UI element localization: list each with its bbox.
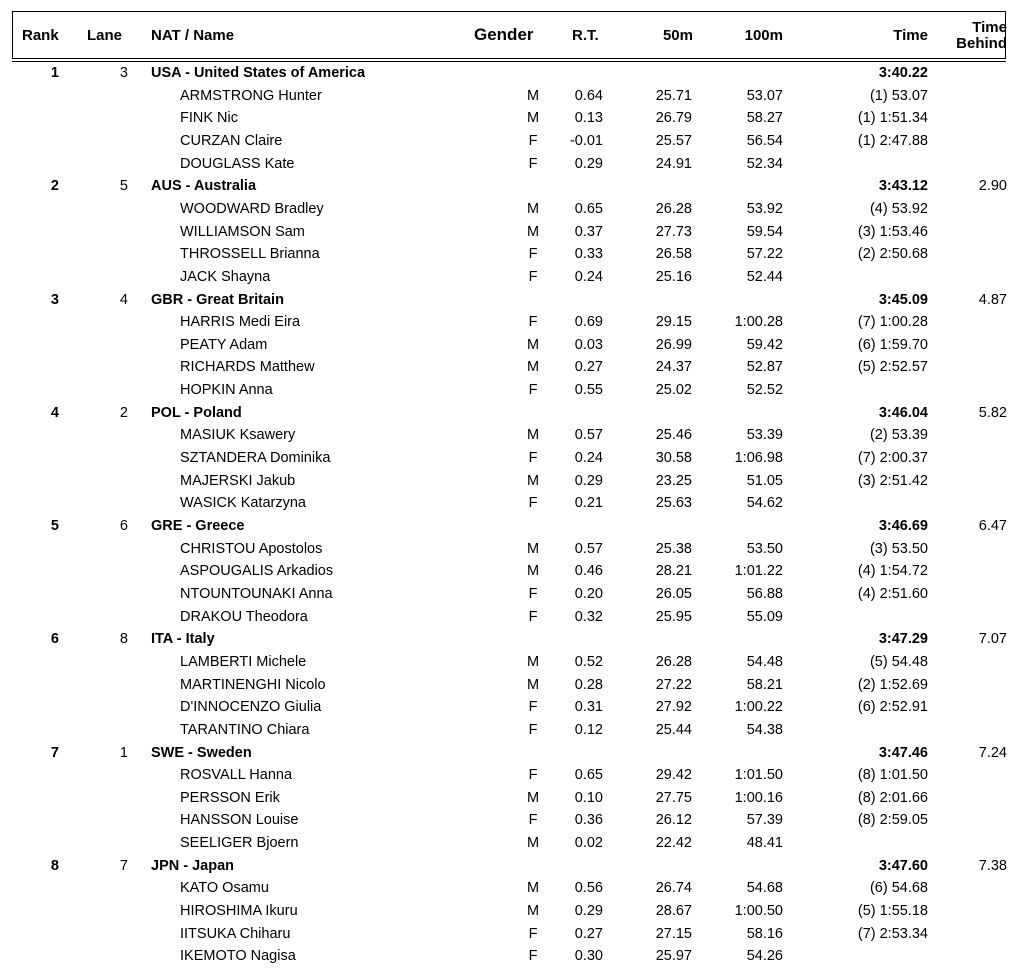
swimmer-split-100m: 1:00.16 — [734, 789, 783, 806]
swimmer-gender: F — [528, 450, 538, 467]
swimmer-split-100m: 53.50 — [746, 540, 783, 557]
swimmer-reaction-time: 0.29 — [574, 903, 603, 920]
swimmer-split-100m: 53.39 — [746, 427, 783, 444]
team-lane: 2 — [119, 404, 128, 421]
swimmer-split-100m: 1:00.22 — [734, 699, 783, 716]
swimmer-gender: F — [528, 948, 538, 965]
team-rank: 5 — [50, 518, 59, 534]
swimmer-cumulative-time: (7) 2:00.37 — [857, 450, 928, 467]
team-lane: 4 — [119, 291, 128, 308]
swimmer-split-100m: 1:01.22 — [734, 563, 783, 580]
swimmer-split-100m: 56.54 — [746, 132, 783, 149]
swimmer-cumulative-time: (6) 2:52.91 — [857, 699, 928, 716]
swimmer-split-100m: 52.87 — [746, 359, 783, 376]
swimmer-split-100m: 58.21 — [746, 676, 783, 693]
swimmer-split-100m: 1:00.28 — [734, 314, 783, 331]
swimmer-gender: F — [528, 585, 538, 602]
swimmer-name: MAJERSKI Jakub — [180, 472, 296, 489]
swimmer-split-50m: 27.22 — [655, 676, 692, 693]
swimmer-gender: M — [526, 472, 540, 489]
swimmer-reaction-time: 0.52 — [574, 653, 603, 670]
team-rank: 3 — [50, 291, 59, 308]
swimmer-gender: M — [526, 110, 540, 127]
swimmer-reaction-time: 0.46 — [574, 563, 603, 580]
swimmer-name: IKEMOTO Nagisa — [180, 948, 296, 965]
swimmer-name: ASPOUGALIS Arkadios — [180, 563, 334, 580]
swimmer-split-50m: 29.15 — [655, 314, 692, 331]
swimmer-split-50m: 26.99 — [655, 336, 692, 353]
team-time: 3:45.09 — [878, 291, 928, 308]
swimmer-cumulative-time: (3) 2:51.42 — [857, 472, 928, 489]
swimmer-gender: M — [526, 200, 540, 217]
swimmer-split-100m: 57.22 — [746, 246, 783, 263]
swimmer-split-50m: 25.44 — [655, 721, 692, 738]
swimmer-reaction-time: 0.13 — [574, 110, 603, 127]
swimmer-reaction-time: 0.32 — [574, 608, 603, 625]
swimmer-cumulative-time: (5) 54.48 — [869, 653, 928, 670]
swimmer-split-50m: 24.91 — [655, 155, 692, 172]
header-rank: Rank — [22, 27, 59, 44]
swimmer-gender: M — [526, 676, 540, 693]
team-time-behind: 2.90 — [978, 178, 1007, 195]
swimmer-gender: F — [528, 925, 538, 942]
swimmer-reaction-time: 0.65 — [574, 200, 603, 217]
swimmer-gender: F — [528, 382, 538, 399]
team-name: ITA - Italy — [151, 631, 215, 648]
swimmer-split-50m: 25.46 — [655, 427, 692, 444]
swimmer-split-50m: 26.28 — [655, 653, 692, 670]
swimmer-split-100m: 57.39 — [746, 812, 783, 829]
swimmer-cumulative-time: (3) 53.50 — [869, 540, 928, 557]
swimmer-split-100m: 1:00.50 — [734, 903, 783, 920]
swimmer-gender: M — [526, 427, 540, 444]
swimmer-cumulative-time: (8) 2:59.05 — [857, 812, 928, 829]
swimmer-split-100m: 58.27 — [746, 110, 783, 127]
header-time-behind-line2: Behind — [956, 35, 1007, 52]
swimmer-split-100m: 58.16 — [746, 925, 783, 942]
swimmer-reaction-time: 0.27 — [574, 925, 603, 942]
swimmer-name: SEELIGER Bjoern — [180, 835, 299, 852]
header-time: Time — [893, 27, 928, 44]
swimmer-name: CHRISTOU Apostolos — [180, 540, 323, 557]
swimmer-split-50m: 25.16 — [655, 268, 692, 285]
swimmer-reaction-time: 0.33 — [574, 246, 603, 263]
team-name: POL - Poland — [151, 404, 242, 421]
swimmer-gender: M — [526, 563, 540, 580]
team-lane: 1 — [119, 744, 128, 761]
team-time: 3:47.29 — [878, 631, 928, 648]
header-nat-name: NAT / Name — [151, 27, 235, 44]
swimmer-split-50m: 27.73 — [655, 223, 692, 240]
swimmer-reaction-time: 0.55 — [574, 382, 603, 399]
swimmer-name: MASIUK Ksawery — [180, 427, 296, 444]
swimmer-split-100m: 54.48 — [746, 653, 783, 670]
swimmer-reaction-time: 0.12 — [574, 721, 603, 738]
swimmer-gender: F — [528, 268, 538, 285]
swimmer-reaction-time: 0.24 — [574, 268, 603, 285]
swimmer-split-50m: 25.95 — [655, 608, 692, 625]
swimmer-gender: M — [526, 87, 540, 104]
swimmer-reaction-time: 0.02 — [574, 835, 603, 852]
swimmer-split-50m: 26.12 — [655, 812, 692, 829]
swimmer-name: HARRIS Medi Eira — [180, 314, 301, 331]
swimmer-cumulative-time: (6) 1:59.70 — [857, 336, 928, 353]
swimmer-cumulative-time: (6) 54.68 — [869, 880, 928, 897]
team-time: 3:47.60 — [878, 857, 928, 874]
swimmer-split-100m: 52.34 — [746, 155, 783, 172]
swimmer-cumulative-time: (4) 53.92 — [869, 200, 928, 217]
swimmer-reaction-time: 0.27 — [574, 359, 603, 376]
swimmer-reaction-time: 0.56 — [574, 880, 603, 897]
swimmer-split-50m: 25.38 — [655, 540, 692, 557]
swimmer-split-100m: 54.26 — [746, 948, 783, 965]
swimmer-split-50m: 24.37 — [655, 359, 692, 376]
swimmer-name: WASICK Katarzyna — [180, 495, 306, 512]
swimmer-name: MARTINENGHI Nicolo — [180, 676, 326, 693]
swimmer-split-100m: 59.54 — [746, 223, 783, 240]
team-lane: 7 — [119, 857, 128, 874]
swimmer-cumulative-time: (5) 2:52.57 — [857, 359, 928, 376]
swimmer-split-100m: 52.44 — [746, 268, 783, 285]
swimmer-name: TARANTINO Chiara — [180, 721, 310, 738]
team-lane: 3 — [119, 65, 128, 81]
swimmer-name: SZTANDERA Dominika — [180, 450, 331, 467]
header-100m: 100m — [744, 27, 783, 44]
swimmer-name: D'INNOCENZO Giulia — [180, 699, 322, 716]
swimmer-gender: F — [528, 495, 538, 512]
swimmer-reaction-time: 0.28 — [574, 676, 603, 693]
swimmer-reaction-time: 0.03 — [574, 336, 603, 353]
swimmer-split-100m: 54.38 — [746, 721, 783, 738]
swimmer-reaction-time: 0.36 — [574, 812, 603, 829]
swimmer-name: PEATY Adam — [180, 336, 268, 353]
team-rank: 1 — [50, 65, 59, 81]
team-lane: 5 — [119, 178, 128, 195]
swimmer-split-50m: 25.71 — [655, 87, 692, 104]
swimmer-gender: M — [526, 835, 540, 852]
header-time-behind-line1: Time — [972, 19, 1007, 36]
swimmer-gender: M — [526, 653, 540, 670]
swimmer-split-100m: 51.05 — [746, 472, 783, 489]
swimmer-cumulative-time: (2) 53.39 — [869, 427, 928, 444]
swimmer-split-50m: 28.21 — [655, 563, 692, 580]
team-name: JPN - Japan — [151, 857, 234, 874]
swimmer-cumulative-time: (2) 2:50.68 — [857, 246, 928, 263]
team-name: AUS - Australia — [151, 178, 257, 195]
swimmer-gender: F — [528, 246, 538, 263]
swimmer-name: PERSSON Erik — [180, 789, 280, 806]
swimmer-split-50m: 26.74 — [655, 880, 692, 897]
swimmer-reaction-time: 0.29 — [574, 472, 603, 489]
swimmer-gender: M — [526, 540, 540, 557]
team-time-behind: 7.38 — [978, 857, 1007, 874]
swimmer-split-100m: 55.09 — [746, 608, 783, 625]
swimmer-cumulative-time: (1) 2:47.88 — [857, 132, 928, 149]
swimmer-split-100m: 48.41 — [746, 835, 783, 852]
swimmer-reaction-time: 0.57 — [574, 540, 603, 557]
swimmer-gender: M — [526, 359, 540, 376]
swimmer-split-50m: 30.58 — [655, 450, 692, 467]
swimmer-name: DOUGLASS Kate — [180, 155, 295, 172]
team-time: 3:40.22 — [878, 65, 928, 81]
swimmer-reaction-time: 0.69 — [574, 314, 603, 331]
team-time-behind: 5.82 — [978, 404, 1007, 421]
swimmer-gender: F — [528, 812, 538, 829]
swimmer-name: FINK Nic — [180, 110, 238, 127]
swimmer-split-50m: 22.42 — [655, 835, 692, 852]
team-rank: 4 — [50, 404, 59, 421]
swimmer-name: DRAKOU Theodora — [180, 608, 308, 625]
swimmer-split-50m: 25.02 — [655, 382, 692, 399]
swimmer-split-50m: 27.75 — [655, 789, 692, 806]
swimmer-reaction-time: -0.01 — [569, 132, 603, 149]
swimmer-split-50m: 26.79 — [655, 110, 692, 127]
swimmer-gender: F — [528, 155, 538, 172]
swimmer-cumulative-time: (4) 2:51.60 — [857, 585, 928, 602]
swimmer-split-100m: 1:01.50 — [734, 767, 783, 784]
swimmer-split-100m: 53.92 — [746, 200, 783, 217]
swimmer-name: LAMBERTI Michele — [180, 653, 307, 670]
swimmer-gender: F — [528, 314, 538, 331]
swimmer-name: HOPKIN Anna — [180, 382, 273, 399]
swimmer-reaction-time: 0.65 — [574, 767, 603, 784]
swimmer-cumulative-time: (1) 1:51.34 — [857, 110, 928, 127]
swimmer-gender: M — [526, 336, 540, 353]
team-name: USA - United States of America — [151, 65, 366, 81]
swimmer-split-50m: 25.57 — [655, 132, 692, 149]
swimmer-split-50m: 26.05 — [655, 585, 692, 602]
swimmer-gender: F — [528, 608, 538, 625]
header-time-behind — [940, 20, 1007, 52]
team-time: 3:43.12 — [878, 178, 928, 195]
header-gender: Gender — [474, 25, 534, 44]
swimmer-name: HANSSON Louise — [180, 812, 299, 829]
team-rank: 8 — [50, 857, 59, 874]
swimmer-name: THROSSELL Brianna — [180, 246, 320, 263]
team-time-behind: 7.24 — [978, 744, 1007, 761]
swimmer-cumulative-time: (3) 1:53.46 — [857, 223, 928, 240]
swimmer-reaction-time: 0.37 — [574, 223, 603, 240]
swimmer-split-100m: 52.52 — [746, 382, 783, 399]
swimmer-cumulative-time: (4) 1:54.72 — [857, 563, 928, 580]
team-time-behind: 4.87 — [978, 291, 1007, 308]
team-time-behind: 6.47 — [978, 518, 1007, 534]
swimmer-gender: M — [526, 789, 540, 806]
swimmer-cumulative-time: (2) 1:52.69 — [857, 676, 928, 693]
swimmer-gender: M — [526, 223, 540, 240]
swimmer-name: JACK Shayna — [180, 268, 271, 285]
swimmer-name: NTOUNTOUNAKI Anna — [180, 585, 333, 602]
swimmer-gender: F — [528, 699, 538, 716]
swimmer-name: HIROSHIMA Ikuru — [180, 903, 298, 920]
team-rank: 6 — [50, 631, 59, 648]
swimmer-gender: M — [526, 880, 540, 897]
swimmer-split-50m: 25.97 — [655, 948, 692, 965]
team-lane: 6 — [119, 518, 128, 534]
swimmer-reaction-time: 0.64 — [574, 87, 603, 104]
swimmer-reaction-time: 0.24 — [574, 450, 603, 467]
swimmer-split-50m: 23.25 — [655, 472, 692, 489]
swimmer-split-50m: 27.15 — [655, 925, 692, 942]
header-rule — [12, 61, 1006, 62]
swimmer-split-50m: 26.58 — [655, 246, 692, 263]
swimmer-reaction-time: 0.21 — [574, 495, 603, 512]
swimmer-split-100m: 59.42 — [746, 336, 783, 353]
header-lane: Lane — [87, 27, 123, 44]
swimmer-cumulative-time: (8) 1:01.50 — [857, 767, 928, 784]
swimmer-name: KATO Osamu — [180, 880, 269, 897]
swimmer-cumulative-time: (1) 53.07 — [869, 87, 928, 104]
team-time: 3:46.69 — [878, 518, 928, 534]
team-name: SWE - Sweden — [151, 744, 252, 761]
swimmer-split-100m: 53.07 — [746, 87, 783, 104]
swimmer-reaction-time: 0.30 — [574, 948, 603, 965]
swimmer-gender: F — [528, 767, 538, 784]
swimmer-split-50m: 26.28 — [655, 200, 692, 217]
swimmer-name: IITSUKA Chiharu — [180, 925, 291, 942]
swimmer-cumulative-time: (8) 2:01.66 — [857, 789, 928, 806]
swimmer-cumulative-time: (7) 1:00.28 — [857, 314, 928, 331]
swimmer-split-100m: 54.62 — [746, 495, 783, 512]
team-time: 3:47.46 — [878, 744, 928, 761]
swimmer-name: ROSVALL Hanna — [180, 767, 293, 784]
swimmer-name: CURZAN Claire — [180, 132, 283, 149]
swimmer-split-50m: 29.42 — [655, 767, 692, 784]
swimmer-name: RICHARDS Matthew — [180, 359, 315, 376]
swimmer-reaction-time: 0.31 — [574, 699, 603, 716]
swimmer-gender: F — [528, 721, 538, 738]
header-50m: 50m — [662, 27, 693, 44]
swimmer-reaction-time: 0.29 — [574, 155, 603, 172]
swimmer-cumulative-time: (5) 1:55.18 — [857, 903, 928, 920]
swimmer-gender: M — [526, 903, 540, 920]
team-name: GRE - Greece — [151, 518, 245, 534]
swimmer-split-50m: 27.92 — [655, 699, 692, 716]
swimmer-name: WOODWARD Bradley — [180, 200, 324, 217]
swimmer-split-50m: 25.63 — [655, 495, 692, 512]
swimmer-name: ARMSTRONG Hunter — [180, 87, 322, 104]
swimmer-reaction-time: 0.20 — [574, 585, 603, 602]
team-rank: 2 — [50, 178, 59, 195]
header-rt: R.T. — [572, 27, 599, 44]
team-lane: 8 — [119, 631, 128, 648]
swimmer-split-100m: 1:06.98 — [734, 450, 783, 467]
team-name: GBR - Great Britain — [151, 291, 284, 308]
swimmer-cumulative-time: (7) 2:53.34 — [857, 925, 928, 942]
swimmer-split-100m: 54.68 — [746, 880, 783, 897]
swimmer-gender: F — [528, 132, 538, 149]
team-time: 3:46.04 — [878, 404, 928, 421]
swimmer-reaction-time: 0.10 — [574, 789, 603, 806]
swimmer-split-50m: 28.67 — [655, 903, 692, 920]
swimmer-reaction-time: 0.57 — [574, 427, 603, 444]
team-rank: 7 — [50, 744, 59, 761]
swimmer-split-100m: 56.88 — [746, 585, 783, 602]
team-time-behind: 7.07 — [978, 631, 1007, 648]
swimmer-name: WILLIAMSON Sam — [180, 223, 305, 240]
